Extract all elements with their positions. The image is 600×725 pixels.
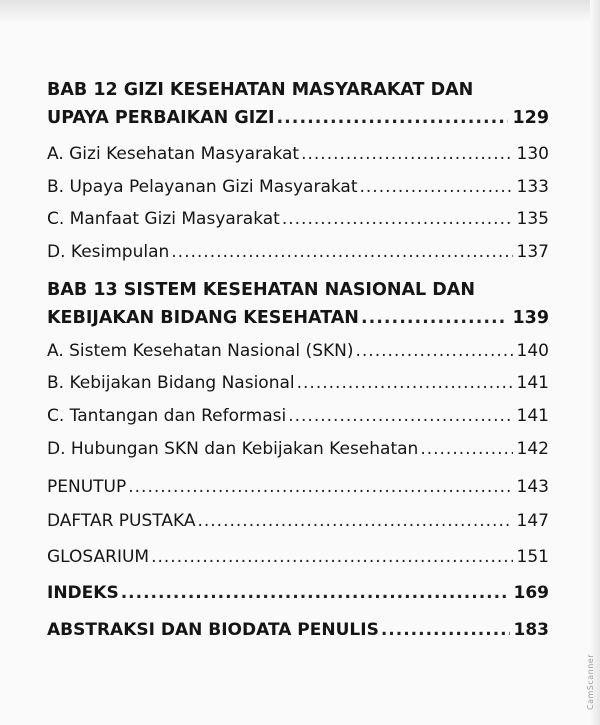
page-number: 142 [516, 439, 549, 459]
chapter-12-entry [47, 108, 549, 134]
toc-item-label: C. Manfaat Gizi Masyarakat [47, 209, 280, 229]
dot-leader [171, 242, 512, 262]
page-number: 137 [516, 242, 549, 262]
page-number: 147 [516, 511, 549, 531]
toc-item-label: DAFTAR PUSTAKA [47, 511, 196, 531]
page-number: 143 [516, 477, 549, 497]
page-number: 141 [516, 373, 549, 393]
toc-item [47, 177, 549, 203]
toc-back-matter-item [47, 511, 549, 537]
toc-item-label: INDEKS [47, 583, 119, 603]
page-number: 135 [516, 209, 549, 229]
toc-item-label: C. Tantangan dan Reformasi [47, 406, 287, 426]
page-number: 141 [516, 406, 549, 426]
dot-leader [151, 547, 512, 567]
page-top-shadow [0, 0, 600, 22]
toc-item-label: GLOSARIUM [47, 547, 150, 567]
dot-leader [297, 373, 513, 393]
toc-item [47, 406, 549, 432]
scanner-watermark: CamScanner [586, 653, 595, 710]
page-number: 183 [513, 620, 549, 640]
toc-item [47, 373, 549, 399]
toc-item [47, 209, 549, 235]
toc-item-label: B. Kebijakan Bidang Nasional [47, 373, 295, 393]
toc-item-label: B. Upaya Pelayanan Gizi Masyarakat [47, 177, 358, 197]
chapter-13-title-line2: KEBIJAKAN BIDANG KESEHATAN [47, 308, 359, 328]
toc-back-matter-item [47, 477, 549, 503]
chapter-13-heading [47, 280, 549, 306]
page-number: 133 [516, 177, 549, 197]
toc-item [47, 242, 549, 268]
toc-item-label: D. Kesimpulan [47, 242, 170, 262]
page-number: 130 [516, 144, 549, 164]
dot-leader [420, 439, 512, 459]
toc-item-label: D. Hubungan SKN dan Kebijakan Kesehatan [47, 439, 419, 459]
dot-leader [361, 308, 509, 328]
toc-item-label: ABSTRAKSI DAN BIODATA PENULIS [47, 620, 379, 640]
toc-back-matter-item [47, 583, 549, 609]
chapter-12-heading [47, 80, 549, 106]
page-number: 140 [516, 341, 549, 361]
dot-leader [288, 406, 512, 426]
dot-leader [381, 620, 510, 640]
dot-leader [121, 583, 510, 603]
dot-leader [301, 144, 512, 164]
chapter-12-title-line2: UPAYA PERBAIKAN GIZI [47, 108, 275, 128]
dot-leader [277, 108, 509, 128]
dot-leader [360, 177, 513, 197]
toc-back-matter-item [47, 620, 549, 646]
toc-item-label: A. Gizi Kesehatan Masyarakat [47, 144, 300, 164]
toc-item-label: PENUTUP [47, 477, 127, 497]
toc-item [47, 439, 549, 465]
chapter-12-title-line1: BAB 12 GIZI KESEHATAN MASYARAKAT DAN [47, 80, 474, 100]
toc-back-matter-item [47, 547, 549, 573]
toc-item [47, 341, 549, 367]
page-number: 151 [516, 547, 549, 567]
chapter-13-entry [47, 308, 549, 334]
toc-item-label: A. Sistem Kesehatan Nasional (SKN) [47, 341, 354, 361]
page-number: 129 [512, 108, 549, 128]
chapter-13-title-line1: BAB 13 SISTEM KESEHATAN NASIONAL DAN [47, 280, 475, 300]
dot-leader [355, 341, 512, 361]
page-number: 169 [513, 583, 549, 603]
toc-item [47, 144, 549, 170]
dot-leader [128, 477, 512, 497]
page-number: 139 [512, 308, 549, 328]
dot-leader [197, 511, 512, 531]
dot-leader [282, 209, 513, 229]
